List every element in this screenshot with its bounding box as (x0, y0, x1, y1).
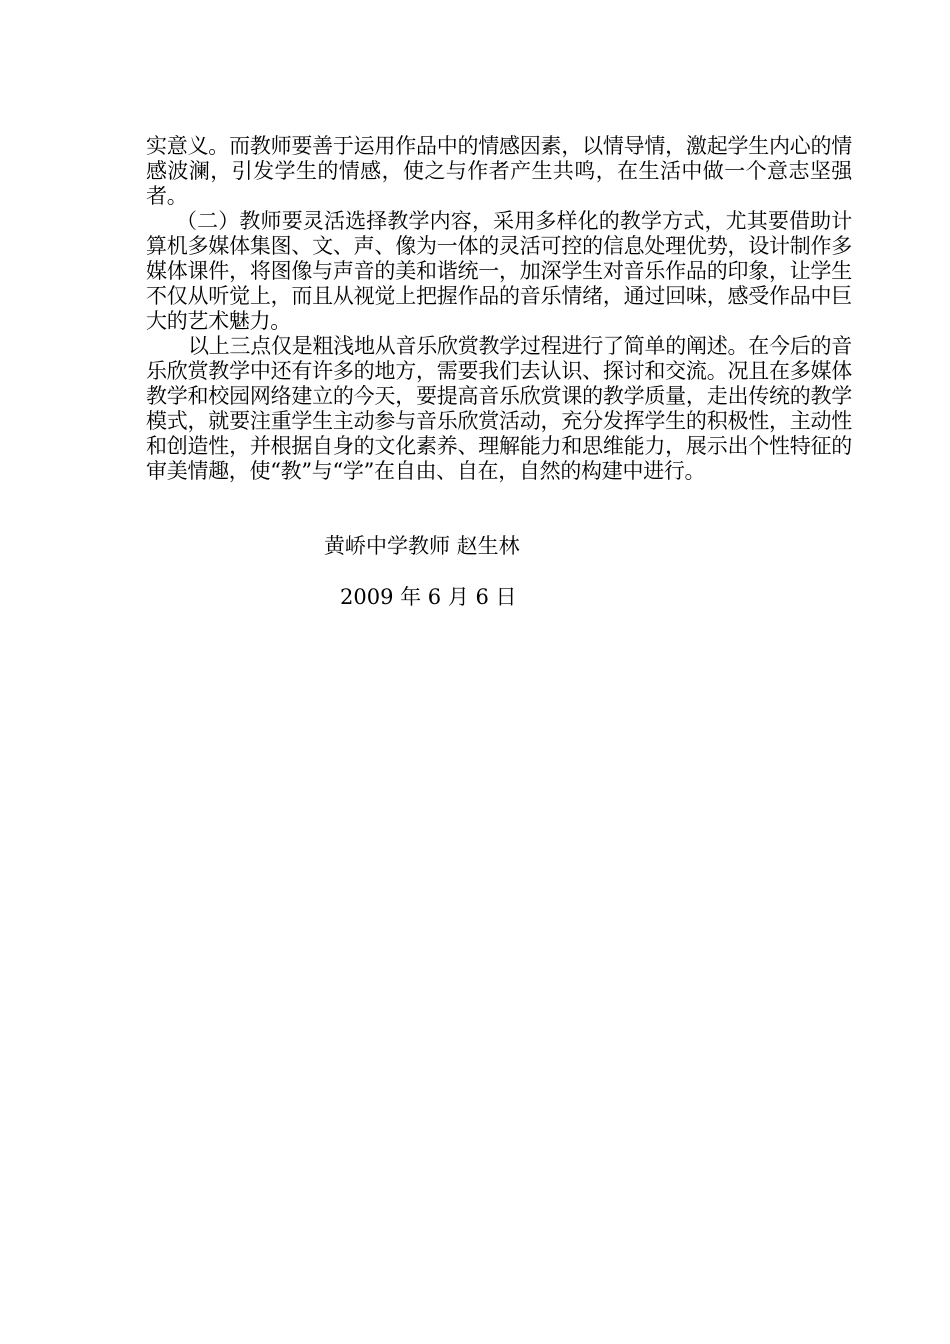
author-signature: 黄峤中学教师 赵生林 (324, 534, 520, 558)
document-date: 2009 年 6 月 6 日 (340, 585, 517, 609)
document-body (146, 134, 852, 484)
paragraph-teaching-methods: （二）教师要灵活选择教学内容，采用多样化的教学方式，尤其要借助计算机多媒体集图、文、声、像为一体的灵活可控的信息处理优势，设计制作多媒体课件，将图像与声音的美和谐统一，加深学生对音乐作品的印象，让学生不仅从听觉上，而且从视觉上把握作品的音乐情绪，通过回味，感受作品中巨大的艺术魅力。 (146, 209, 852, 333)
paragraph-continuation: 实意义。而教师要善于运用作品中的情感因素，以情导情，激起学生内心的情感波澜，引发学生的情感，使之与作者产生共鸣，在生活中做一个意志坚强者。 (146, 134, 852, 208)
paragraph-conclusion: 以上三点仅是粗浅地从音乐欣赏教学过程进行了简单的阐述。在今后的音乐欣赏教学中还有许多的地方，需要我们去认识、探讨和交流。况且在多媒体教学和校园网络建立的今天，要提高音乐欣赏课的教学质量，走出传统的教学模式，就要注重学生主动参与音乐欣赏活动，充分发挥学生的积极性，主动性和创造性，并根据自身的文化素养、理解能力和思维能力，展示出个性特征的审美情趣，使“教”与“学”在自由、自在，自然的构建中进行。 (146, 334, 852, 483)
